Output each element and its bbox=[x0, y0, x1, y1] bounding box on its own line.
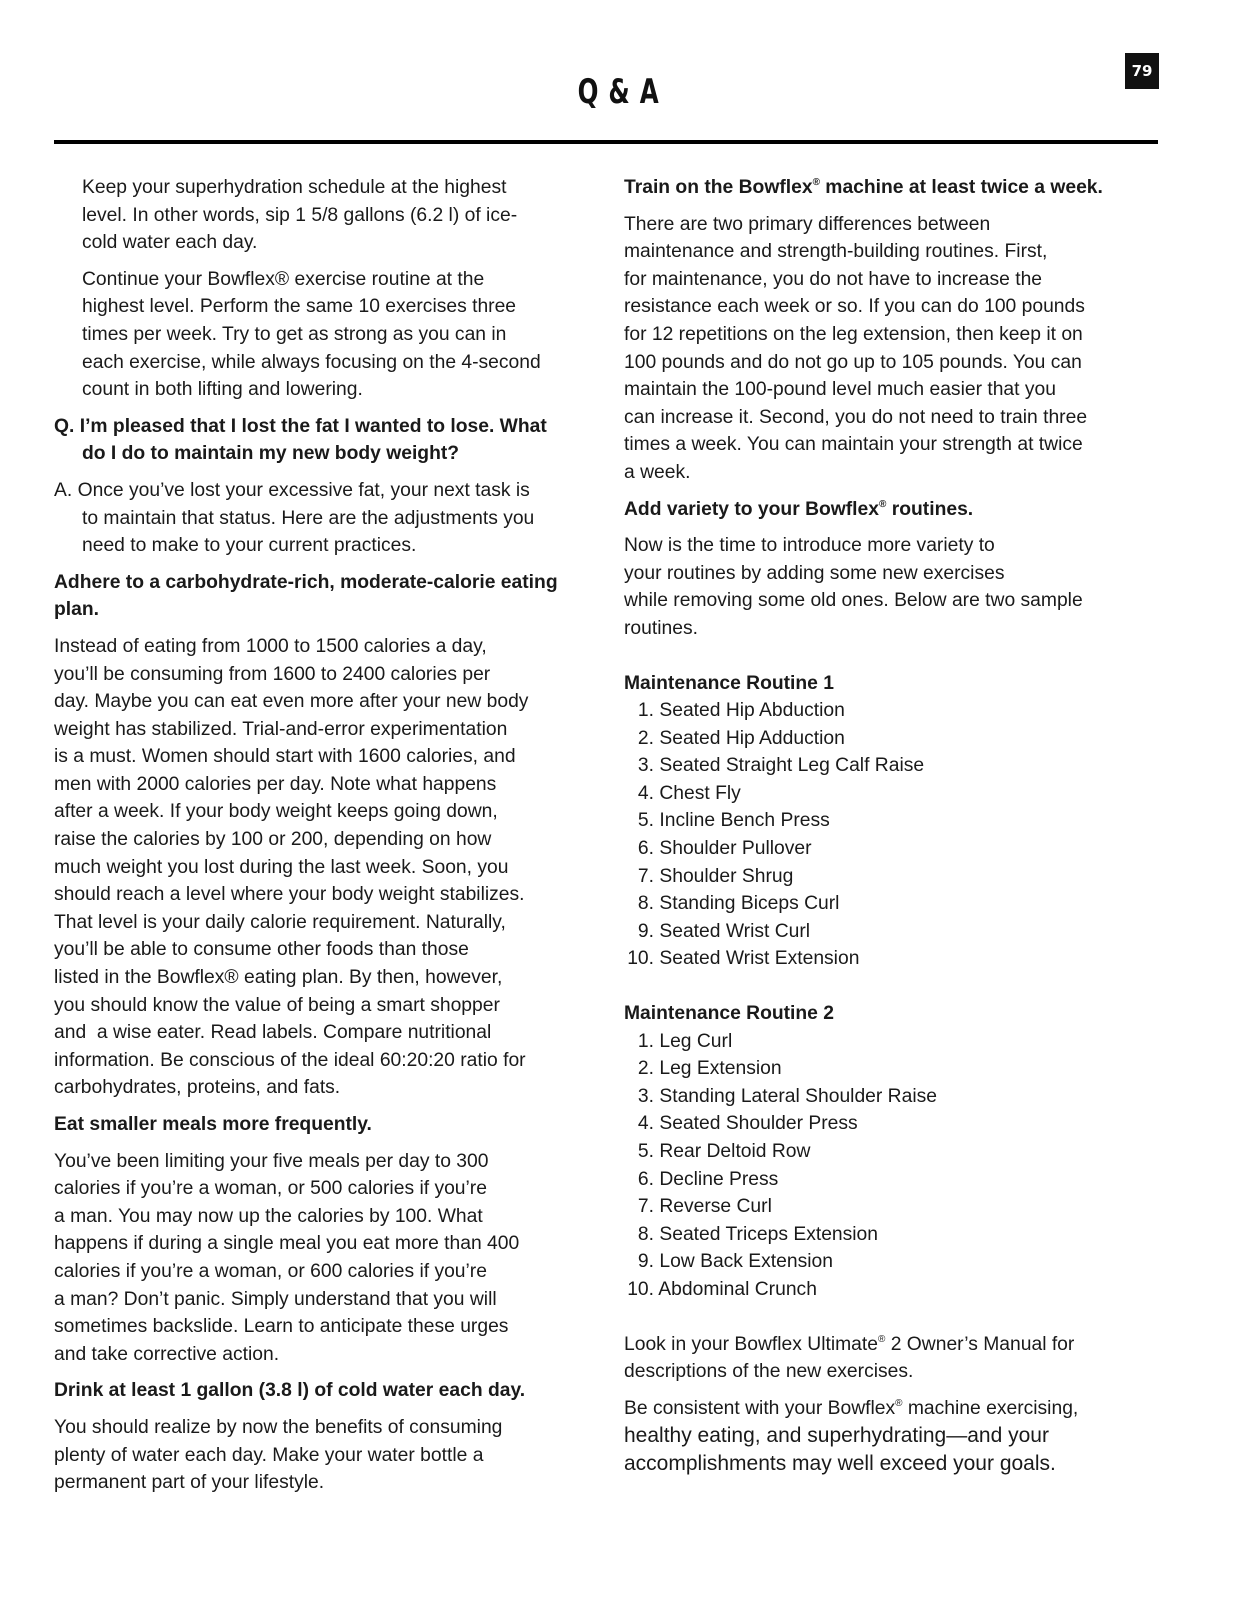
text-line: Q. I’m pleased that I lost the fat I wanted to lose. What bbox=[54, 415, 547, 437]
text-line: You’ve been limiting your five meals per day to 300 bbox=[54, 1150, 489, 1172]
list-item: 4. Seated Shoulder Press bbox=[637, 1113, 858, 1135]
be-consistent-paragraph bbox=[624, 1395, 1164, 1478]
meals-paragraph bbox=[54, 1148, 594, 1369]
text-line: sometimes backslide. Learn to anticipate these urges bbox=[54, 1316, 509, 1338]
text-line: should reach a level where your body weight stabilizes. bbox=[54, 884, 525, 906]
text-line: do I do to maintain my new body weight? bbox=[82, 443, 460, 465]
text-line: and take corrective action. bbox=[54, 1343, 280, 1365]
text-line: resistance each week or so. If you can do 100 pounds bbox=[624, 296, 1085, 318]
text-line: maintain the 100-pound level much easier that you bbox=[624, 379, 1056, 401]
text-line: highest level. Perform the same 10 exercises three bbox=[82, 296, 517, 318]
text-line: raise the calories by 100 or 200, depending on how bbox=[54, 829, 492, 851]
list-item: 6. Shoulder Pullover bbox=[637, 838, 812, 860]
text-line: plan. bbox=[54, 599, 99, 621]
routine-title: Maintenance Routine 2 bbox=[624, 1003, 834, 1025]
list-item: 10. Abdominal Crunch bbox=[627, 1278, 817, 1300]
text-line: and a wise eater. Read labels. Compare nutritional bbox=[54, 1022, 492, 1044]
text-line: count in both lifting and lowering. bbox=[82, 379, 363, 401]
train-paragraph bbox=[624, 211, 1164, 487]
text-line: information. Be conscious of the ideal 60:20:20 ratio for bbox=[54, 1049, 526, 1071]
meals-heading bbox=[54, 1111, 594, 1139]
answer-paragraph bbox=[54, 477, 594, 560]
list-item: 7. Reverse Curl bbox=[637, 1196, 772, 1218]
page-title: Q & A bbox=[577, 72, 660, 112]
registered-mark: ® bbox=[879, 498, 887, 510]
text-line: calories if you’re a woman, or 600 calories if you’re bbox=[54, 1260, 487, 1282]
variety-heading bbox=[624, 496, 1164, 524]
carbohydrate-heading bbox=[54, 569, 594, 624]
text-line: can increase it. Second, you do not need to train three bbox=[624, 406, 1088, 428]
registered-mark: ® bbox=[877, 1333, 886, 1345]
list-item: 1. Leg Curl bbox=[637, 1030, 733, 1052]
text-line: calories if you’re a woman, or 500 calories if you’re bbox=[54, 1178, 487, 1200]
text-line: level. In other words, sip 1 5/8 gallons (6.2 l) of ice- bbox=[82, 204, 518, 226]
maintenance-routine-2 bbox=[624, 1000, 1164, 1304]
text-line: need to make to your current practices. bbox=[82, 535, 417, 557]
registered-mark: ® bbox=[895, 1397, 903, 1409]
text-line: is a must. Women should start with 1600 calories, and bbox=[54, 746, 516, 768]
owners-manual-paragraph bbox=[624, 1331, 1164, 1386]
text-fragment: machine exercising, bbox=[902, 1397, 1079, 1419]
text-line: Continue your Bowflex® exercise routine at the bbox=[82, 268, 485, 290]
header-rule bbox=[54, 140, 1158, 144]
text-line: while removing some old ones. Below are two sample bbox=[624, 590, 1083, 612]
text-line: a man. You may now up the calories by 100. What bbox=[54, 1205, 483, 1227]
question-heading bbox=[54, 413, 594, 468]
text-fragment: Add variety to your Bowflex bbox=[624, 498, 879, 520]
text-line: a week. bbox=[624, 461, 691, 483]
text-line: Instead of eating from 1000 to 1500 calories a day, bbox=[54, 635, 487, 657]
text-line: A. Once you’ve lost your excessive fat, your next task is bbox=[54, 479, 530, 501]
text-line: for 12 repetitions on the leg extension, then keep it on bbox=[624, 323, 1083, 345]
list-item: 1. Seated Hip Abduction bbox=[637, 700, 845, 722]
text-line: permanent part of your lifestyle. bbox=[54, 1472, 325, 1494]
text-line: There are two primary differences between bbox=[624, 213, 991, 235]
text-fragment: machine at least twice a week. bbox=[819, 177, 1103, 198]
text-line: routines. bbox=[624, 617, 698, 639]
registered-mark: ® bbox=[812, 177, 820, 188]
superhydration-paragraph bbox=[54, 174, 594, 257]
text-line: weight has stabilized. Trial-and-error experimentation bbox=[54, 718, 508, 740]
text-line: listed in the Bowflex® eating plan. By then, however, bbox=[54, 967, 503, 989]
left-column bbox=[54, 174, 594, 1497]
list-item: 3. Standing Lateral Shoulder Raise bbox=[637, 1085, 937, 1107]
text-fragment: Train on the Bowflex bbox=[624, 177, 813, 198]
text-line: you’ll be able to consume other foods than those bbox=[54, 939, 469, 961]
text-line: each exercise, while always focusing on the 4-second bbox=[82, 351, 541, 373]
maintenance-routine-1 bbox=[624, 670, 1164, 974]
text-line: 100 pounds and do not go up to 105 pounds. You can bbox=[624, 351, 1082, 373]
list-item: 3. Seated Straight Leg Calf Raise bbox=[637, 755, 925, 777]
text-line: That level is your daily calorie requirement. Naturally, bbox=[54, 911, 506, 933]
text-fragment: routines. bbox=[886, 498, 974, 520]
text-line: You should realize by now the benefits of consuming bbox=[54, 1416, 503, 1438]
text-line: after a week. If your body weight keeps going down, bbox=[54, 801, 498, 823]
text-line: accomplishments may well exceed your goals. bbox=[624, 1451, 1056, 1475]
list-item: 2. Leg Extension bbox=[637, 1058, 782, 1080]
list-item: 5. Incline Bench Press bbox=[637, 810, 830, 832]
text-line: plenty of water each day. Make your water bottle a bbox=[54, 1444, 484, 1466]
text-line: men with 2000 calories per day. Note what happens bbox=[54, 773, 497, 795]
list-item: 10. Seated Wrist Extension bbox=[627, 948, 860, 970]
list-item: 9. Seated Wrist Curl bbox=[637, 920, 811, 942]
text-line: descriptions of the new exercises. bbox=[624, 1361, 914, 1383]
list-item: 4. Chest Fly bbox=[637, 782, 741, 804]
text-line: happens if during a single meal you eat more than 400 bbox=[54, 1233, 520, 1255]
list-item: 8. Seated Triceps Extension bbox=[637, 1223, 879, 1245]
list-item: 7. Shoulder Shrug bbox=[637, 865, 794, 887]
page-number-badge: 79 bbox=[1125, 53, 1159, 89]
text-line: Keep your superhydration schedule at the highest bbox=[82, 177, 507, 198]
text-line: Drink at least 1 gallon (3.8 l) of cold water each day. bbox=[54, 1380, 526, 1402]
text-line: times per week. Try to get as strong as you can in bbox=[82, 323, 507, 345]
list-item: 8. Standing Biceps Curl bbox=[637, 893, 840, 915]
text-line: to maintain that status. Here are the adjustments you bbox=[82, 507, 535, 529]
text-line: Adhere to a carbohydrate-rich, moderate-calorie eating bbox=[54, 571, 558, 593]
text-line: maintenance and strength-building routines. First, bbox=[624, 241, 1048, 263]
text-line: carbohydrates, proteins, and fats. bbox=[54, 1077, 341, 1099]
routine-title: Maintenance Routine 1 bbox=[624, 672, 834, 694]
text-fragment: 2 Owner’s Manual for bbox=[885, 1333, 1075, 1355]
list-item: 9. Low Back Extension bbox=[637, 1251, 833, 1273]
text-line: Now is the time to introduce more variety to bbox=[624, 535, 995, 557]
train-heading bbox=[624, 174, 1164, 202]
text-line: your routines by adding some new exercises bbox=[624, 562, 1005, 584]
water-heading bbox=[54, 1377, 594, 1405]
text-line: a man? Don’t panic. Simply understand that you will bbox=[54, 1288, 497, 1310]
text-line: for maintenance, you do not have to increase the bbox=[624, 268, 1043, 290]
text-line: you should know the value of being a smart shopper bbox=[54, 994, 500, 1016]
right-column bbox=[624, 174, 1164, 1478]
text-line: much weight you lost during the last week. Soon, you bbox=[54, 856, 509, 878]
carbohydrate-paragraph bbox=[54, 633, 594, 1102]
text-line: Eat smaller meals more frequently. bbox=[54, 1114, 372, 1135]
text-fragment: Be consistent with your Bowflex bbox=[624, 1397, 896, 1419]
water-paragraph bbox=[54, 1414, 594, 1497]
text-line: times a week. You can maintain your strength at twice bbox=[624, 434, 1083, 456]
list-item: 5. Rear Deltoid Row bbox=[637, 1141, 811, 1162]
list-item: 2. Seated Hip Adduction bbox=[637, 727, 845, 749]
text-line: you’ll be consuming from 1600 to 2400 calories per bbox=[54, 663, 491, 685]
text-line: healthy eating, and superhydrating—and your bbox=[624, 1424, 1049, 1448]
text-line: cold water each day. bbox=[82, 232, 258, 254]
exercise-routine-paragraph bbox=[54, 266, 594, 404]
list-item: 6. Decline Press bbox=[637, 1168, 779, 1190]
variety-paragraph bbox=[624, 532, 1164, 642]
text-line: day. Maybe you can eat even more after your new body bbox=[54, 691, 529, 713]
text-fragment: Look in your Bowflex Ultimate bbox=[624, 1333, 878, 1355]
